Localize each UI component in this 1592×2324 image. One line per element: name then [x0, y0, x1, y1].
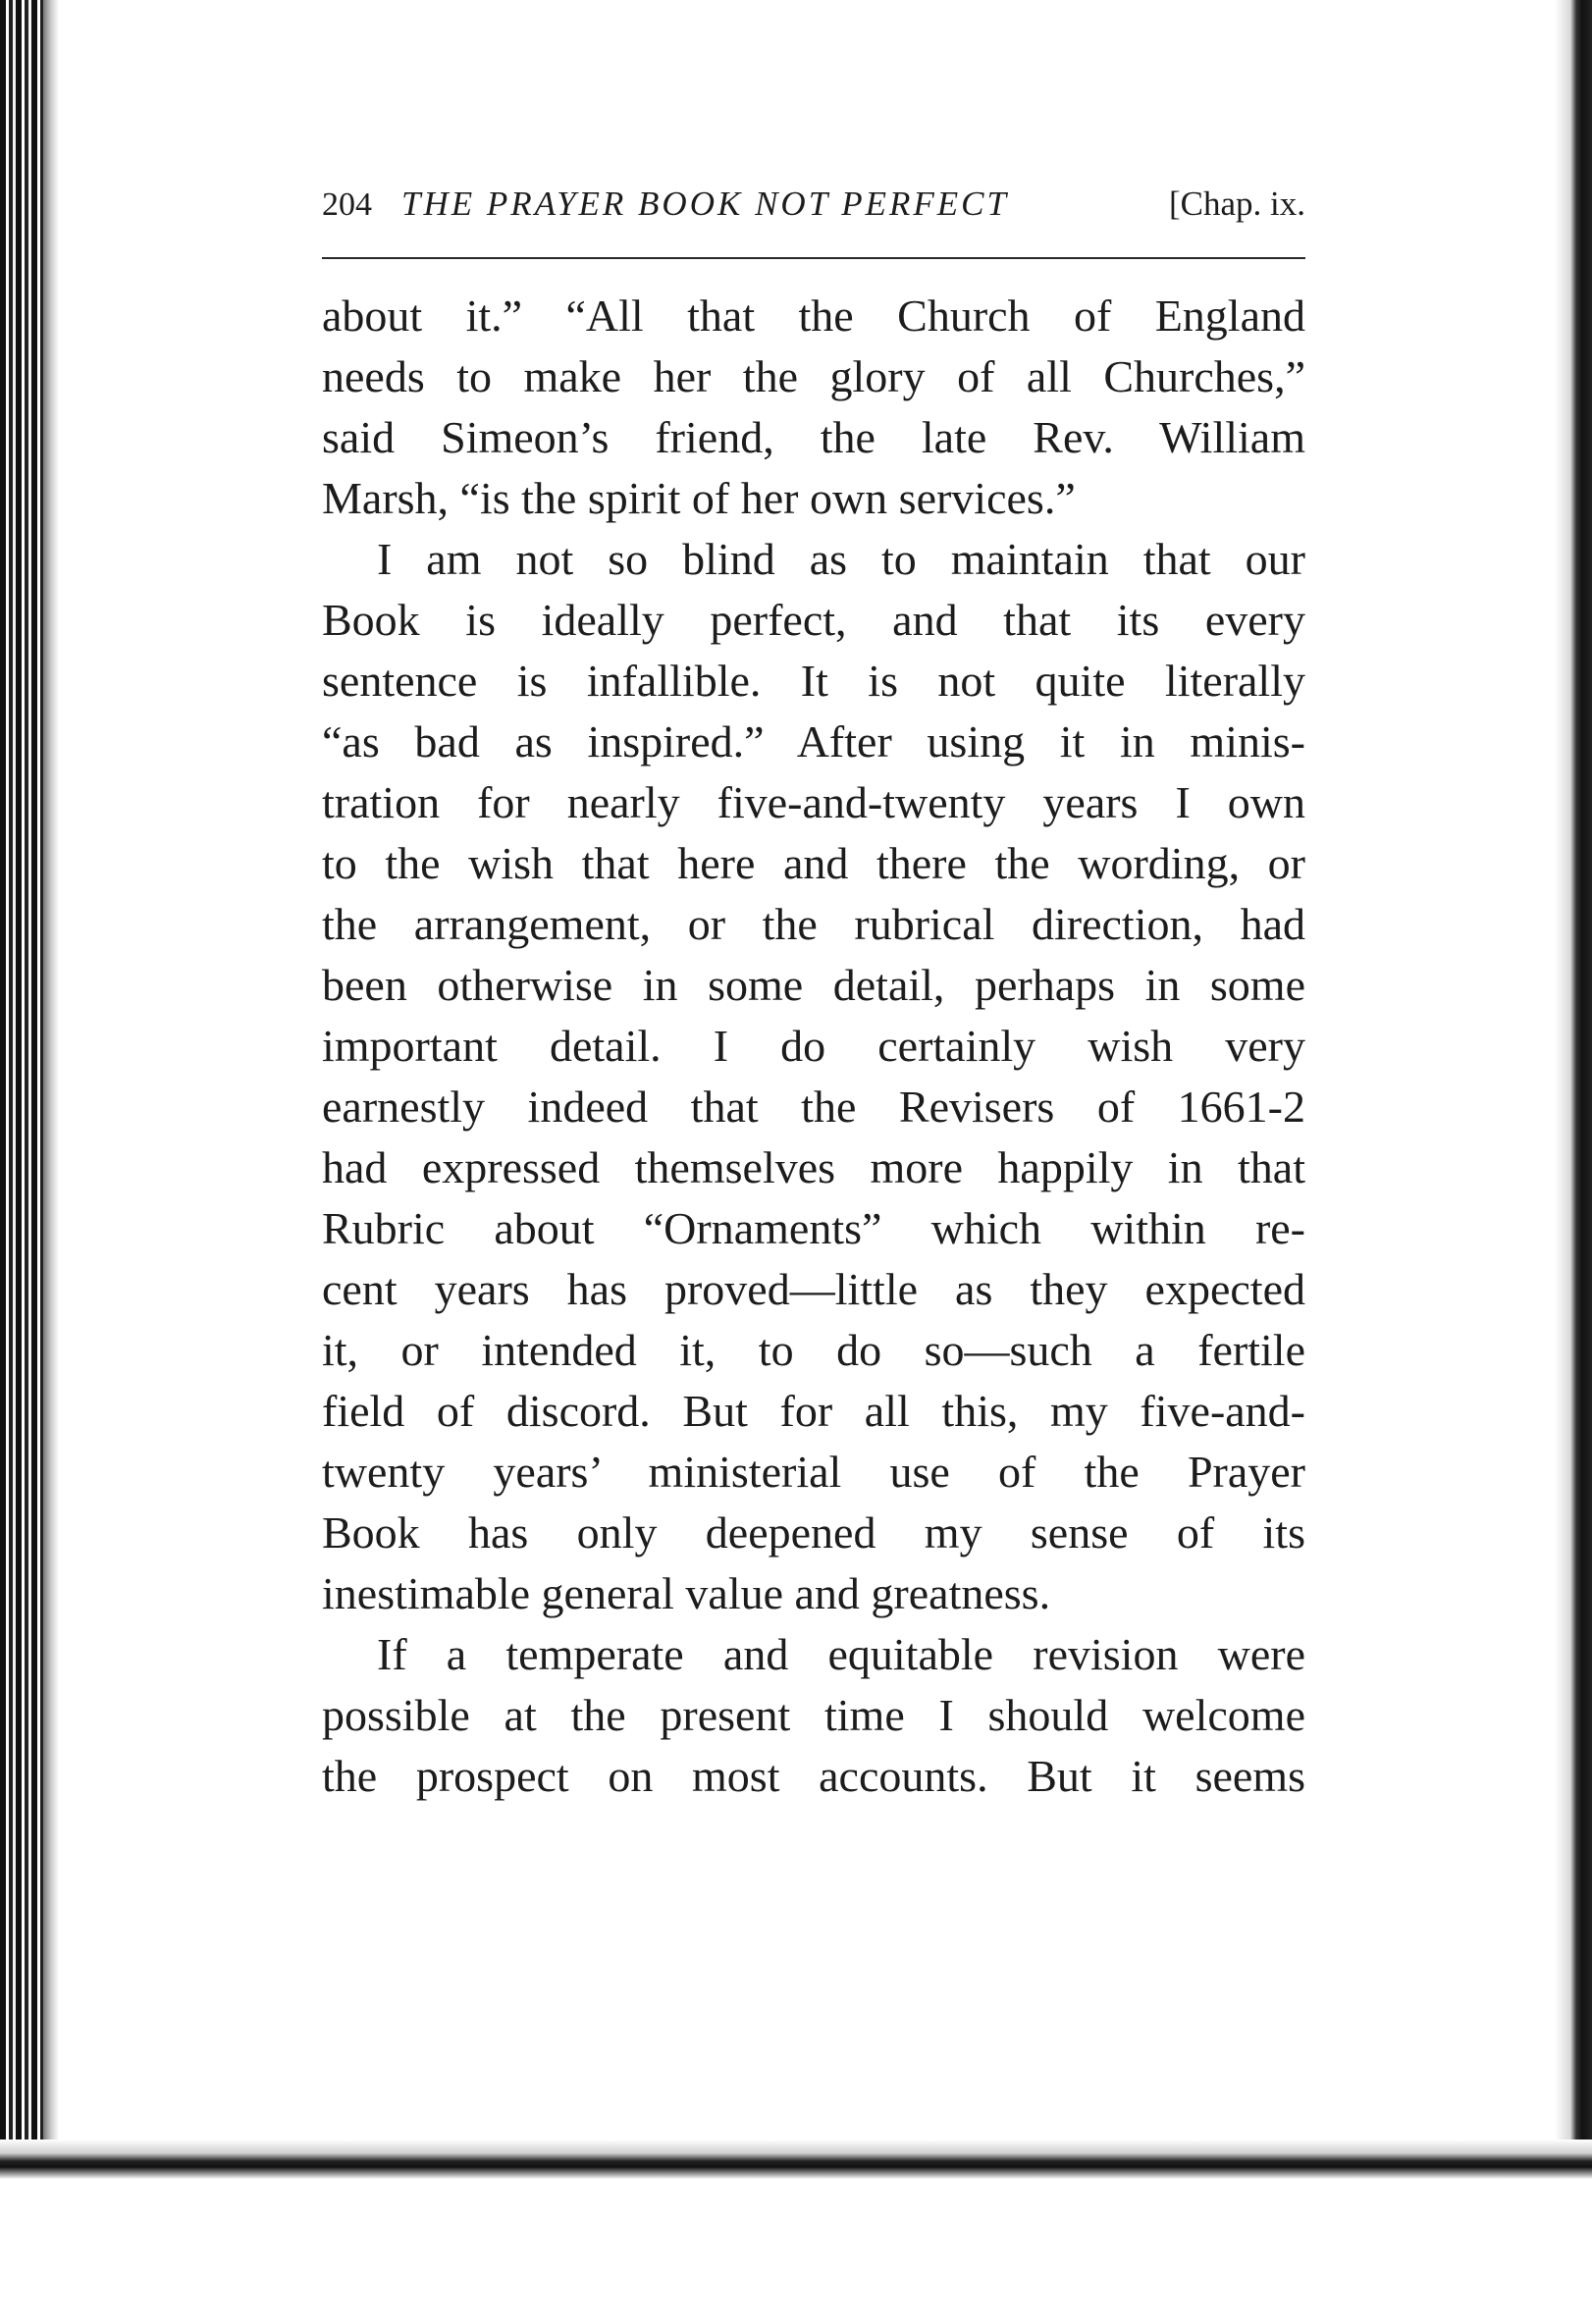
text-line: Marsh, “is the spirit of her own services.”: [322, 473, 1076, 523]
text-line: been otherwise in some detail, perhaps in some: [322, 960, 1305, 1010]
text-line: had expressed themselves more happily in that: [322, 1142, 1305, 1192]
text-line: Book has only deepened my sense of its: [322, 1507, 1305, 1558]
text-line: needs to make her the glory of all Churches,”: [322, 351, 1305, 401]
text-line: the prospect on most accounts. But it seems: [322, 1751, 1305, 1801]
running-head: [322, 185, 1305, 243]
text-line: possible at the present time I should welcome: [322, 1690, 1305, 1740]
text-line: “as bad as inspired.” After using it in minis-: [322, 716, 1305, 766]
text-line: I am not so blind as to maintain that our: [377, 534, 1305, 584]
text-line: said Simeon’s friend, the late Rev. William: [322, 412, 1305, 462]
text-line: earnestly indeed that the Revisers of 1661-2: [322, 1082, 1305, 1132]
text-line: cent years has proved—little as they expected: [322, 1264, 1305, 1314]
text-line: important detail. I do certainly wish very: [322, 1021, 1305, 1071]
page-bottom-edge: [0, 2139, 1592, 2179]
chapter-reference: [Chap. ix.: [1168, 185, 1305, 223]
text-line: the arrangement, or the rubrical direction, had: [322, 899, 1305, 949]
text-line: Rubric about “Ornaments” which within re-: [322, 1203, 1305, 1253]
header-rule: [322, 257, 1305, 259]
text-line: field of discord. But for all this, my five-and-: [322, 1386, 1305, 1436]
running-title: THE PRAYER BOOK NOT PERFECT: [401, 185, 1009, 223]
text-line: tration for nearly five-and-twenty years I own: [322, 777, 1305, 827]
body-text: [322, 286, 1305, 1807]
text-line: If a temperate and equitable revision were: [377, 1629, 1305, 1679]
paragraph: [322, 286, 1305, 529]
paragraph: [322, 529, 1305, 1624]
text-line: twenty years’ ministerial use of the Prayer: [322, 1447, 1305, 1497]
page-right-edge: [1555, 0, 1592, 2149]
paragraph: [322, 1624, 1305, 1807]
text-line: to the wish that here and there the wording, or: [322, 838, 1305, 888]
text-line: inestimable general value and greatness.: [322, 1568, 1051, 1618]
text-line: it, or intended it, to do so—such a fertile: [322, 1325, 1305, 1375]
text-line: Book is ideally perfect, and that its every: [322, 595, 1305, 645]
book-binding-edge: [0, 0, 59, 2174]
text-line: about it.” “All that the Church of England: [322, 290, 1305, 341]
text-line: sentence is infallible. It is not quite literally: [322, 656, 1305, 706]
page-number: 204: [322, 186, 372, 223]
